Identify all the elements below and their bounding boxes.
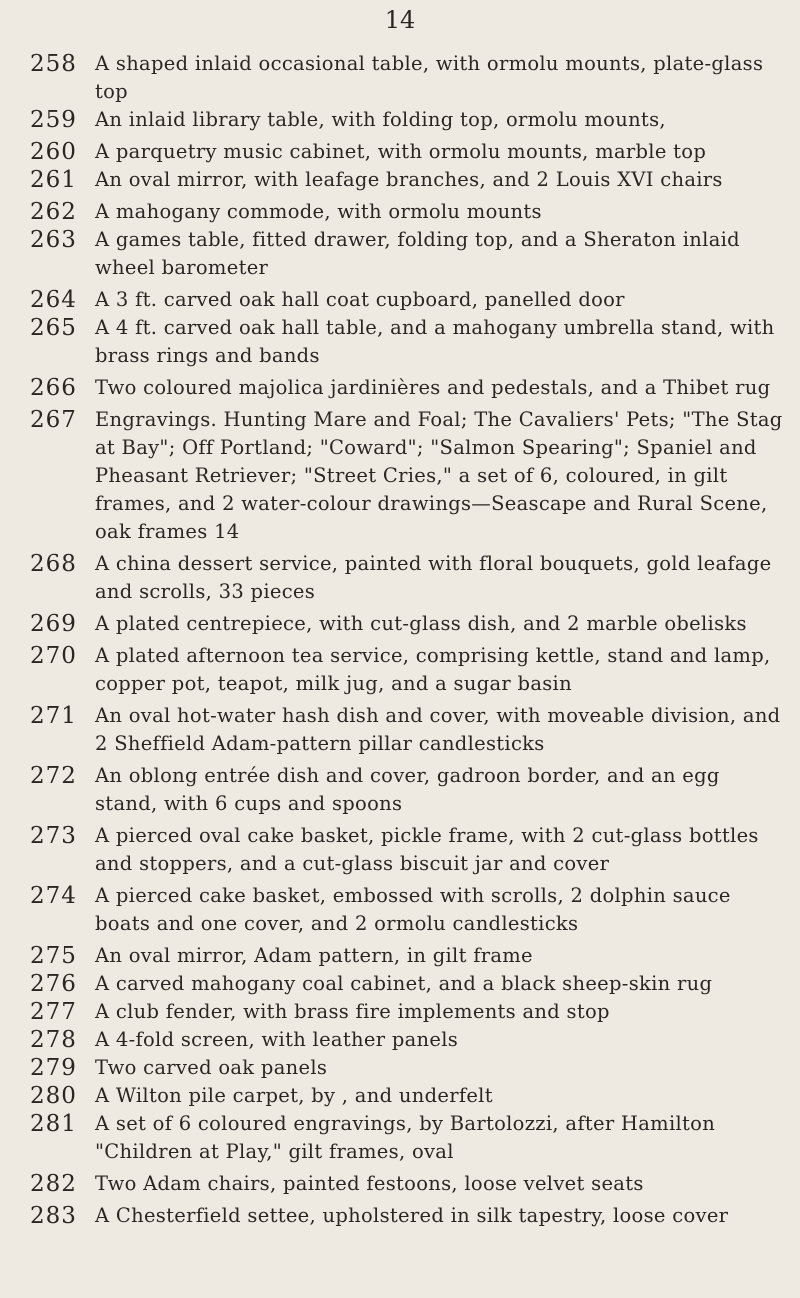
lot-number: 268 <box>30 551 77 577</box>
lot-description: Two Adam chairs, painted festoons, loose velvet seats <box>95 1172 644 1195</box>
lot-description: A parquetry music cabinet, with ormolu mounts, marble top <box>95 140 707 163</box>
lot-number: 261 <box>30 167 77 193</box>
lot-number: 276 <box>30 971 77 997</box>
lot-entry <box>30 1202 790 1230</box>
lot-entry <box>30 998 790 1026</box>
lot-entry <box>30 286 790 314</box>
lot-number: 265 <box>30 315 77 341</box>
lot-description: An oblong entrée dish and cover, gadroon border, and an egg stand, with 6 cups and spoons <box>95 764 720 815</box>
lot-number: 272 <box>30 763 77 789</box>
lot-description: A Wilton pile carpet, by , and underfelt <box>95 1084 493 1107</box>
lot-number: 275 <box>30 943 77 969</box>
lot-entry <box>30 406 790 546</box>
lot-description: Two coloured majolica jardinières and pedestals, and a Thibet rug <box>95 376 771 399</box>
lot-number: 277 <box>30 999 77 1025</box>
lot-entry <box>30 1054 790 1082</box>
lot-number: 271 <box>30 703 77 729</box>
lot-description: A shaped inlaid occasional table, with ormolu mounts, plate-glass top <box>95 52 764 103</box>
lot-entry <box>30 1082 790 1110</box>
lot-number: 267 <box>30 407 77 433</box>
lot-number: 263 <box>30 227 77 253</box>
lot-entry <box>30 1110 790 1166</box>
lot-entry <box>30 882 790 938</box>
lot-description: A 4-fold screen, with leather panels <box>95 1028 459 1051</box>
lot-number: 269 <box>30 611 77 637</box>
lot-description: A set of 6 coloured engravings, by Bartolozzi, after Hamilton "Children at Play," gilt frames, oval <box>95 1112 716 1163</box>
lot-entry <box>30 822 790 878</box>
lot-number: 259 <box>30 107 77 133</box>
lot-entry <box>30 970 790 998</box>
lot-number: 270 <box>30 643 77 669</box>
lot-entry <box>30 642 790 698</box>
lot-entry <box>30 1026 790 1054</box>
lot-number: 258 <box>30 51 77 77</box>
lot-description: A games table, fitted drawer, folding top, and a Sheraton inlaid wheel barometer <box>95 228 740 279</box>
lot-entry <box>30 942 790 970</box>
lot-description: A pierced oval cake basket, pickle frame, with 2 cut-glass bottles and stoppers, and a cut-glass biscuit jar and cover <box>95 824 759 875</box>
lot-description: A mahogany commode, with ormolu mounts <box>95 200 542 223</box>
lot-description: A plated afternoon tea service, comprising kettle, stand and lamp, copper pot, teapot, milk jug, and a sugar basin <box>95 644 771 695</box>
lot-description: Engravings. Hunting Mare and Foal; The Cavaliers' Pets; "The Stag at Bay"; Off Portland; "Coward"; "Salmon Spearing"; Spaniel and Pheasant Retriever; "Street Cries," a set of 6, coloured, in gilt frames, and 2 water-colour drawings—Seascape and Rural Scene, oak frames 14 <box>95 408 783 543</box>
lot-description: A carved mahogany coal cabinet, and a black sheep-skin rug <box>95 972 713 995</box>
lot-entry <box>30 610 790 638</box>
lot-entry <box>30 198 790 226</box>
lot-description: An inlaid library table, with folding top, ormolu mounts, <box>95 108 666 131</box>
lot-entry <box>30 314 790 370</box>
lot-number: 260 <box>30 139 77 165</box>
lot-entry <box>30 106 790 134</box>
lot-number: 279 <box>30 1055 77 1081</box>
lot-number: 266 <box>30 375 77 401</box>
lot-description: A pierced cake basket, embossed with scrolls, 2 dolphin sauce boats and one cover, and 2 ormolu candlesticks <box>95 884 731 935</box>
lot-number: 273 <box>30 823 77 849</box>
lot-number: 264 <box>30 287 77 313</box>
lot-description: A club fender, with brass fire implements and stop <box>95 1000 610 1023</box>
lot-entry <box>30 166 790 194</box>
lot-entry <box>30 702 790 758</box>
lot-description: A Chesterfield settee, upholstered in silk tapestry, loose cover <box>95 1204 729 1227</box>
lot-list <box>30 50 790 1234</box>
lot-number: 262 <box>30 199 77 225</box>
lot-number: 281 <box>30 1111 77 1137</box>
lot-description: A plated centrepiece, with cut-glass dish, and 2 marble obelisks <box>95 612 747 635</box>
lot-entry <box>30 138 790 166</box>
lot-description: A 4 ft. carved oak hall table, and a mahogany umbrella stand, with brass rings and bands <box>95 316 775 367</box>
lot-description: An oval mirror, Adam pattern, in gilt frame <box>95 944 533 967</box>
lot-entry <box>30 226 790 282</box>
lot-number: 278 <box>30 1027 77 1053</box>
lot-description: An oval mirror, with leafage branches, and 2 Louis XVI chairs <box>95 168 723 191</box>
lot-description: A 3 ft. carved oak hall coat cupboard, panelled door <box>95 288 625 311</box>
lot-description: A china dessert service, painted with floral bouquets, gold leafage and scrolls, 33 pieces <box>95 552 772 603</box>
lot-entry <box>30 50 790 106</box>
page-number: 14 <box>384 6 416 34</box>
lot-number: 280 <box>30 1083 77 1109</box>
lot-number: 282 <box>30 1171 77 1197</box>
lot-description: Two carved oak panels <box>95 1056 328 1079</box>
lot-entry <box>30 762 790 818</box>
lot-entry <box>30 374 790 402</box>
lot-description: An oval hot-water hash dish and cover, with moveable division, and 2 Sheffield Adam-pattern pillar candlesticks <box>95 704 781 755</box>
lot-number: 283 <box>30 1203 77 1229</box>
lot-entry <box>30 550 790 606</box>
lot-number: 274 <box>30 883 77 909</box>
lot-entry <box>30 1170 790 1198</box>
